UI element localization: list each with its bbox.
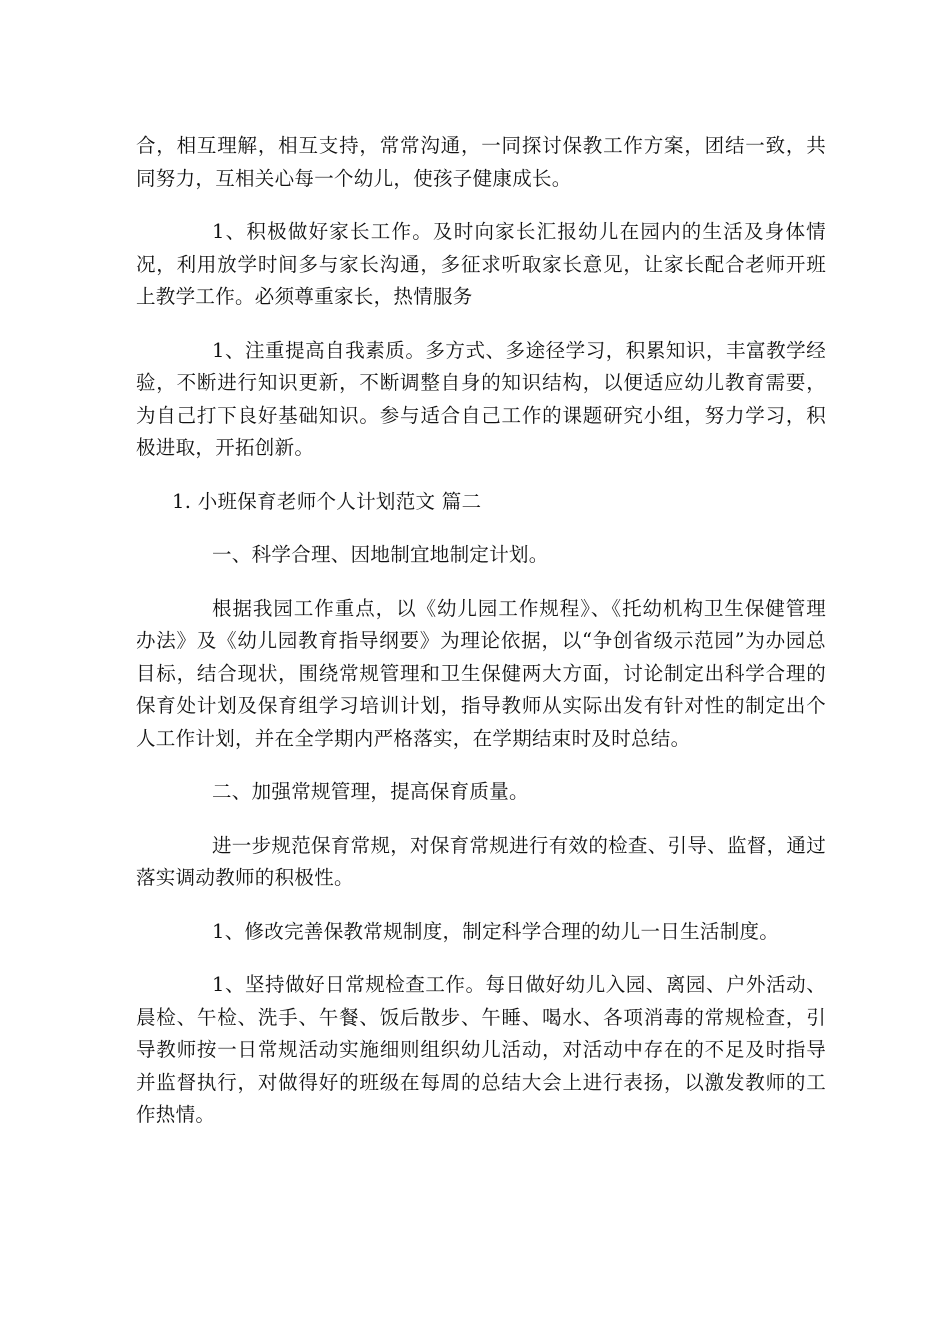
section-heading: 1. 小班保育老师个人计划范文 篇二	[172, 489, 482, 513]
paragraph-continuation: 合，相互理解，相互支持，常常沟通，一同探讨保教工作方案，团结一致，共同努力，互相关心每一个幼儿，使孩子健康成长。	[136, 134, 826, 190]
paragraph-routine-norms: 进一步规范保育常规，对保育常规进行有效的检查、引导、监督，通过落实调动教师的积极性。	[136, 833, 826, 889]
document-body	[136, 130, 826, 1132]
paragraph-parent-work: 1、积极做好家长工作。及时向家长汇报幼儿在园内的生活及身体情况，利用放学时间多与家长沟通，多征求听取家长意见，让家长配合老师开班上教学工作。必须尊重家长，热情服务	[136, 220, 826, 308]
subheading-routine-management: 二、加强常规管理，提高保育质量。	[212, 780, 529, 803]
paragraph-daily-inspection: 1、坚持做好日常规检查工作。每日做好幼儿入园、离园、户外活动、晨检、午检、洗手、午餐、饭后散步、午睡、喝水、各项消毒的常规检查，引导教师按一日常规活动实施细则组织幼儿活动，对活动中存在的不足及时指导并监督执行，对做得好的班级在每周的总结大会上进行表扬，以激发教师的工作热情。	[136, 973, 826, 1126]
paragraph-revise-system: 1、修改完善保教常规制度，制定科学合理的幼儿一日生活制度。	[212, 919, 780, 943]
paragraph-self-quality: 1、注重提高自我素质。多方式、多途径学习，积累知识，丰富教学经验，不断进行知识更新，不断调整自身的知识结构，以便适应幼儿教育需要，为自己打下良好基础知识。参与适合自己工作的课题研究小组，努力学习，积极进取，开拓创新。	[136, 338, 826, 459]
subheading-plan: 一、科学合理、因地制宜地制定计划。	[212, 543, 549, 566]
paragraph-plan-details: 根据我园工作重点，以《幼儿园工作规程》、《托幼机构卫生保健管理办法》及《幼儿园教育指导纲要》为理论依据，以“争创省级示范园”为办园总目标，结合现状，围绕常规管理和卫生保健两大方面，讨论制定出科学合理的保育处计划及保育组学习培训计划，指导教师从实际出发有针对性的制定出个人工作计划，并在全学期内严格落实，在学期结束时及时总结。	[136, 596, 826, 750]
